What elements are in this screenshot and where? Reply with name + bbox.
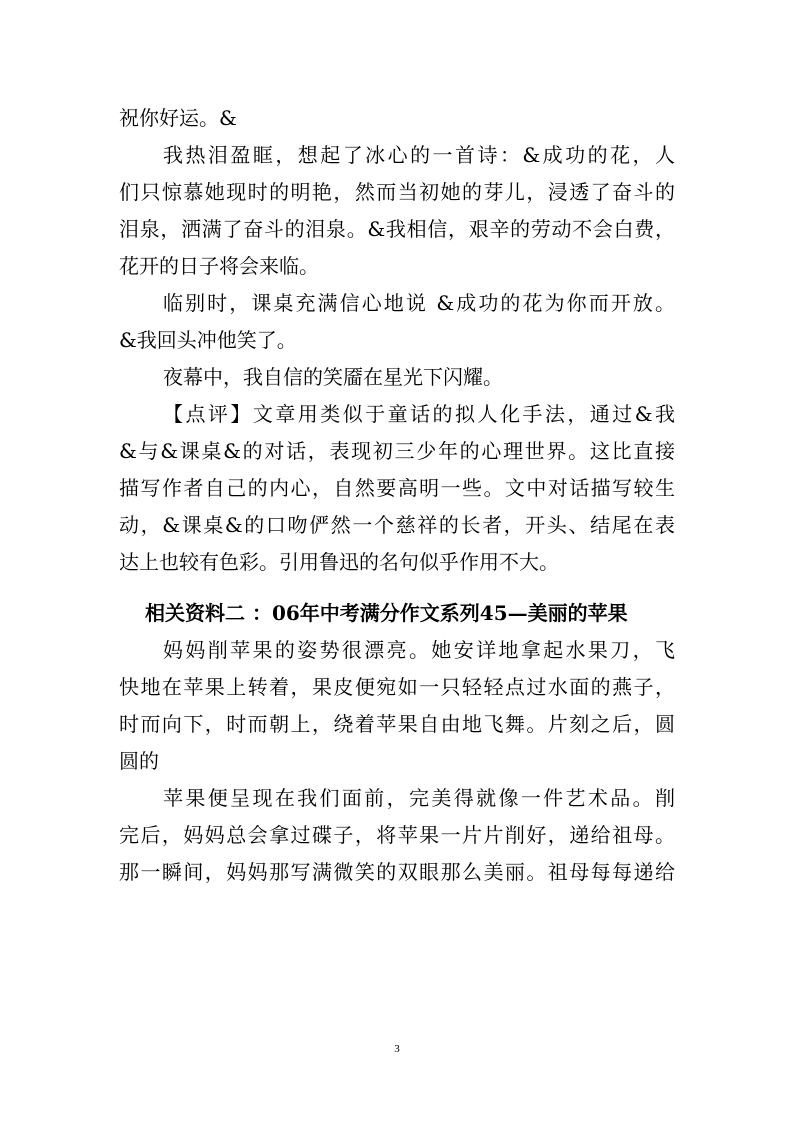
text-line: 苹果便呈现在我们面前，完美得就像一件艺术品。削 <box>163 786 675 810</box>
commentary-line: 动，&课桌&的口吻俨然一个慈祥的长者，开头、结尾在表 <box>119 513 675 537</box>
text-line: 完后，妈妈总会拿过碟子，将苹果一片片削好，递给祖母。 <box>119 823 675 847</box>
text-line: &我回头冲他笑了。 <box>119 328 297 352</box>
text-line: 我热泪盈眶，想起了冰心的一首诗：&成功的花，人 <box>163 143 675 167</box>
text-line: 临别时，课桌充满信心地说 &成功的花为你而开放。 <box>163 291 675 315</box>
commentary-line: 达上也较有色彩。引用鲁迅的名句似乎作用不大。 <box>119 550 559 574</box>
text-line: 们只惊慕她现时的明艳，然而当初她的芽儿，浸透了奋斗的 <box>119 180 675 204</box>
text-line: 妈妈削苹果的姿势很漂亮。她安详地拿起水果刀，飞 <box>163 638 675 662</box>
text-line: 圆的 <box>119 749 159 773</box>
text-line: 时而向下，时而朝上，绕着苹果自由地飞舞。片刻之后，圆 <box>119 712 675 736</box>
commentary-line: 【点评】文章用类似于童话的拟人化手法，通过&我 <box>163 402 675 426</box>
text-line: 花开的日子将会来临。 <box>119 254 319 278</box>
section-heading: 相关资料二 ：06年中考满分作文系列45—美丽的苹果 <box>145 601 628 625</box>
text-line: 祝你好运。& <box>119 106 237 130</box>
commentary-line: 描写作者自己的内心，自然要高明一些。文中对话描写较生 <box>119 476 675 500</box>
text-column <box>119 100 675 891</box>
text-line: 泪泉，洒满了奋斗的泪泉。&我相信，艰辛的劳动不会白费， <box>119 217 675 241</box>
page-number: 3 <box>394 1043 400 1055</box>
commentary-line: &与&课桌&的对话，表现初三少年的心理世界。这比直接 <box>119 439 675 463</box>
text-line: 夜幕中，我自信的笑靥在星光下闪耀。 <box>163 365 503 389</box>
section-gap <box>119 581 675 595</box>
text-line: 那一瞬间，妈妈那写满微笑的双眼那么美丽。祖母每每递给 <box>119 860 675 884</box>
text-line: 快地在苹果上转着，果皮便宛如一只轻轻点过水面的燕子， <box>119 675 675 699</box>
